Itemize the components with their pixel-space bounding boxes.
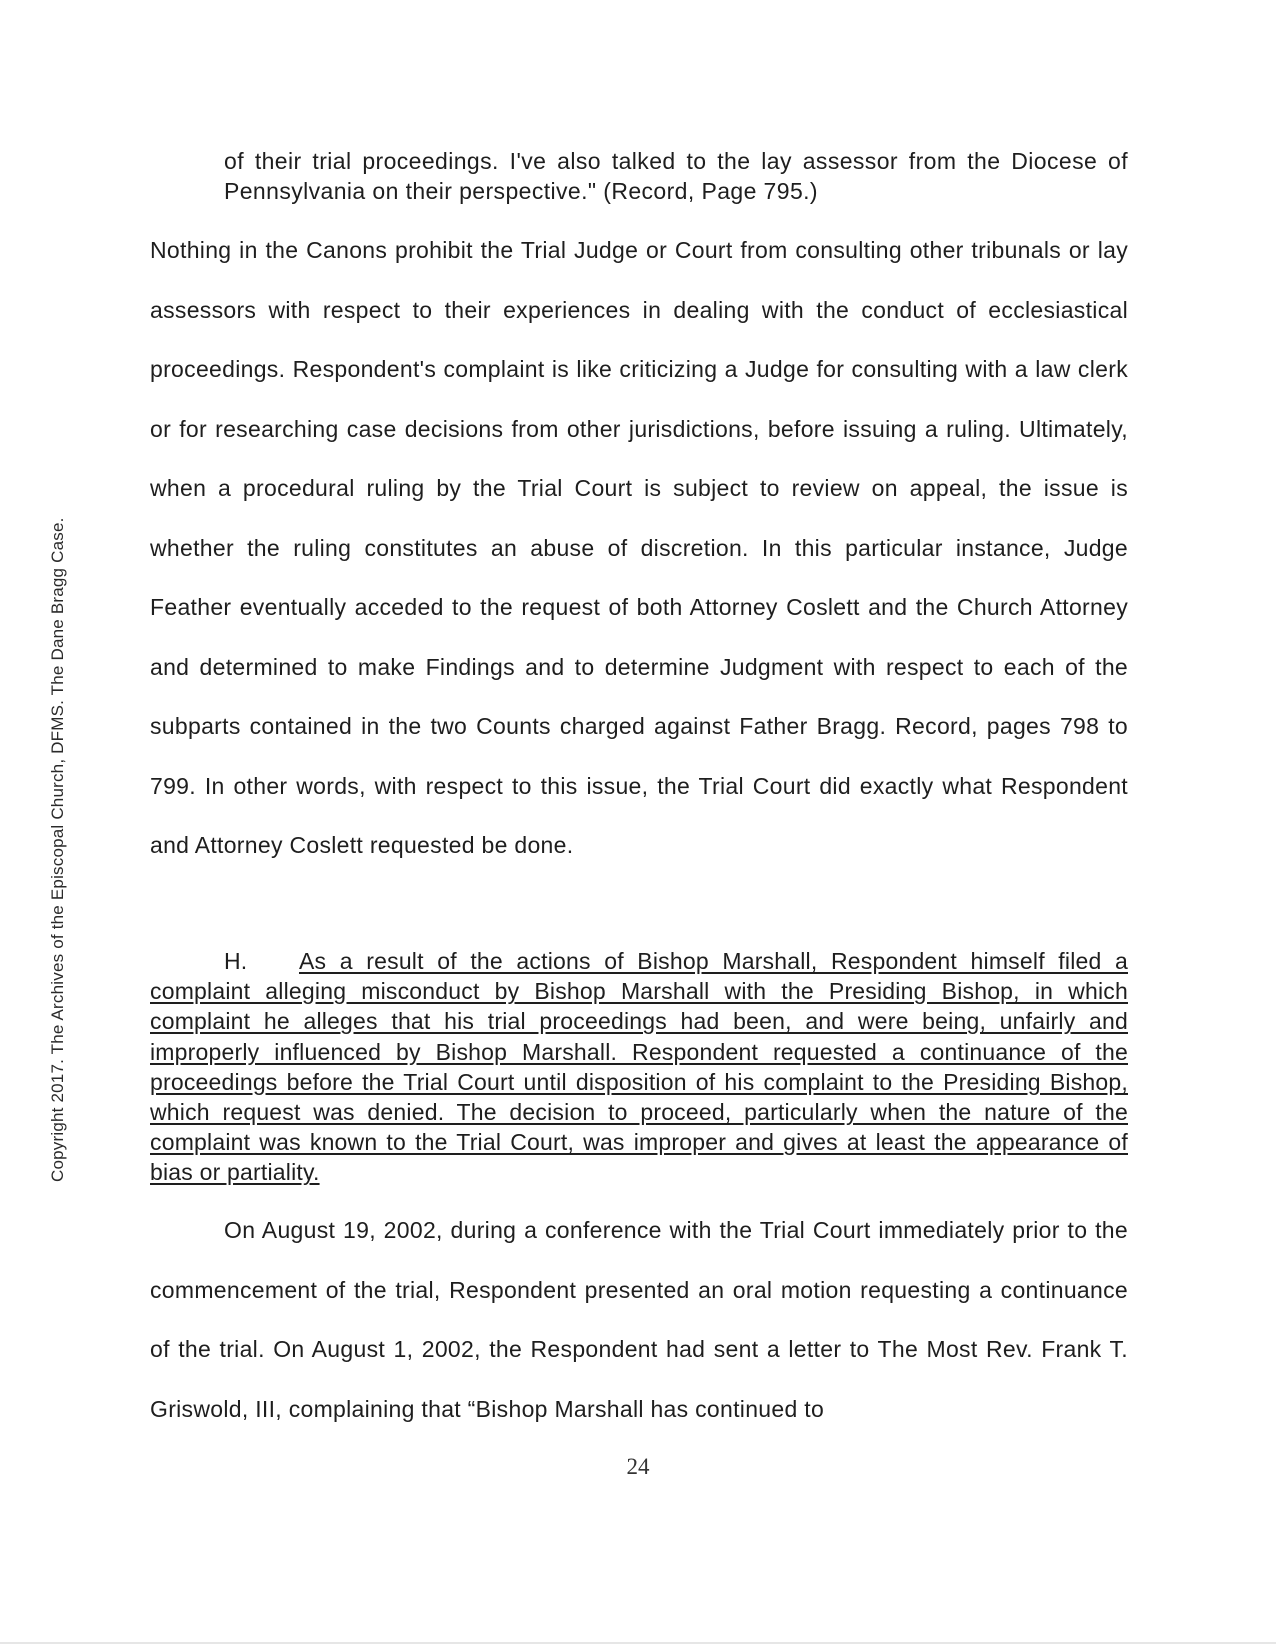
- page-number: 24: [626, 1454, 650, 1479]
- body-paragraph-2: On August 19, 2002, during a conference with the Trial Court immediately prior to the commencement of the trial, Respondent presented an oral motion requesting a continuance of the trial. On August 1, 2002, the Respondent had sent a letter to The Most Rev. Frank T. Griswold, III, complaining that “Bishop Marshall has continued to: [150, 1217, 1128, 1422]
- section-heading-text: As a result of the actions of Bishop Marshall, Respondent himself filed a complaint alleging misconduct by Bishop Marshall with the Presiding Bishop, in which complaint he alleges that his trial proceedings had been, and were being, unfairly and improperly influenced by Bishop Marshall. Respondent requested a continuance of the proceedings before the Trial Court until disposition of his complaint to the Presiding Bishop, which request was denied. The decision to proceed, particularly when the nature of the complaint was known to the Trial Court, was improper and gives at least the appearance of bias or partiality.: [150, 948, 1128, 1186]
- bottom-edge-divider: [0, 1642, 1276, 1644]
- section-heading-h: [150, 946, 1128, 1188]
- copyright-watermark: Copyright 2017. The Archives of the Episcopal Church, DFMS. The Dane Bragg Case.: [48, 517, 67, 1182]
- body-paragraph-1: Nothing in the Canons prohibit the Trial Judge or Court from consulting other tribunals or lay assessors with respect to their experiences in dealing with the conduct of ecclesiastical proceedings. Respondent's complaint is like criticizing a Judge for consulting with a law clerk or for researching case decisions from other jurisdictions, before issuing a ruling. Ultimately, when a procedural ruling by the Trial Court is subject to review on appeal, the issue is whether the ruling constitutes an abuse of discretion. In this particular instance, Judge Feather eventually acceded to the request of both Attorney Coslett and the Church Attorney and determined to make Findings and to determine Judgment with respect to each of the subparts contained in the two Counts charged against Father Bragg. Record, pages 798 to 799. In other words, with respect to this issue, the Trial Court did exactly what Respondent and Attorney Coslett requested be done.: [150, 237, 1128, 858]
- quote-continuation: of their trial proceedings. I've also talked to the lay assessor from the Diocese of Pennsylvania on their perspective." (Record, Page 795.): [224, 148, 1128, 204]
- section-letter: H.: [224, 948, 248, 974]
